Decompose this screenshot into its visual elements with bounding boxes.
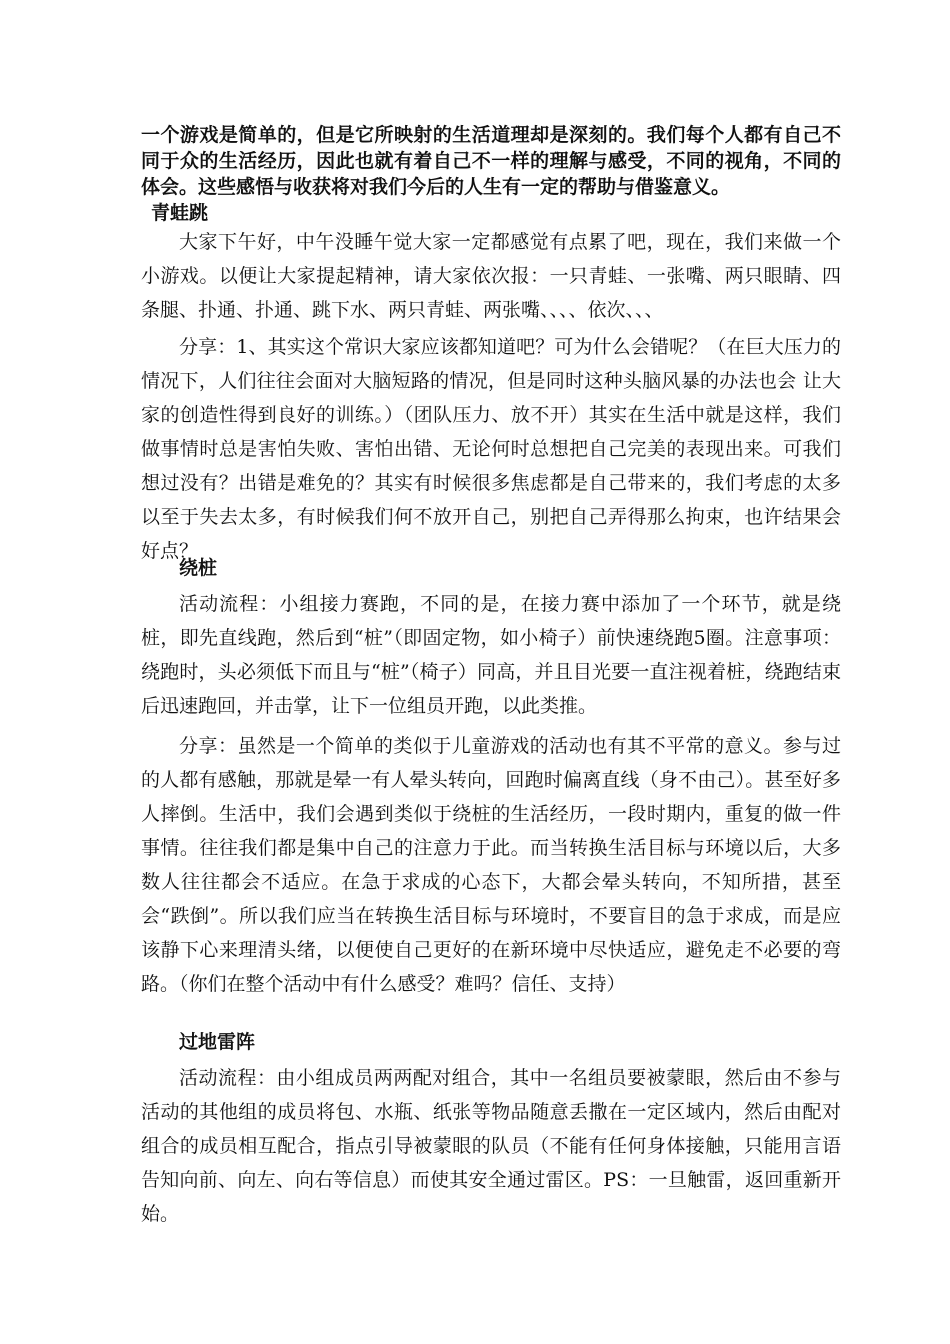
pile-circling-sharing: 分享：虽然是一个简单的类似于儿童游戏的活动也有其不平常的意义。参与过的人都有感触，那就是晕一有人晕头转向，回跑时偏离直线（身不由己）。甚至好多人摔倒。生活中，我们会遇到类似于绕桩的生活经历，一段时期内，重复的做一件事情。往往我们都是集中自己的注意力于此。而当转换生活目标与环境以后，大多数人往往都会不适应。在急于求成的心态下，大都会晕头转向，不知所措，甚至会“跌倒”。所以我们应当在转换生活目标与环境时，不要盲目的急于求成，而是应该静下心来理清头绪，以便使自己更好的在新环境中尽快适应，避免走不必要的弯路。（你们在整个活动中有什么感受？难吗？信任、支持） — [141, 735, 841, 995]
intro-paragraph: 一个游戏是简单的，但是它所映射的生活道理却是深刻的。我们每个人都有自己不同于众的生活经历，因此也就有着自己不一样的理解与感受，不同的视角，不同的体会。这些感悟与收获将对我们今后的人生有一定的帮助与借鉴意义。 — [141, 124, 841, 198]
section-title-frog-jump: 青蛙跳 — [151, 202, 209, 224]
section-title-minefield: 过地雷阵 — [179, 1031, 256, 1053]
minefield-process: 活动流程：由小组成员两两配对组合，其中一名组员要被蒙眼，然后由不参与活动的其他组的成员将包、水瓶、纸张等物品随意丢撒在一定区域内，然后由配对组合的成员相互配合，指点引导被蒙眼的队员（不能有任何身体接触，只能用言语告知向前、向左、向右等信息）而使其安全通过雷区。PS：一旦触雷，返回重新开始。 — [141, 1067, 841, 1225]
section-title-pile-circling: 绕桩 — [179, 557, 218, 579]
pile-circling-process: 活动流程：小组接力赛跑，不同的是，在接力赛中添加了一个环节，就是绕桩，即先直线跑，然后到“桩”（即固定物，如小椅子）前快速绕跑5圈。注意事项：绕跑时，头必须低下而且与“桩”（椅子）同高，并且目光要一直注视着桩，绕跑结束后迅速跑回，并击掌，让下一位组员开跑，以此类推。 — [141, 593, 841, 717]
frog-jump-instructions: 大家下午好，中午没睡午觉大家一定都感觉有点累了吧，现在，我们来做一个小游戏。以便让大家提起精神，请大家依次报：一只青蛙、一张嘴、两只眼睛、四条腿、扑通、扑通、跳下水、两只青蛙、两张嘴、、、、依次、、、 — [141, 231, 841, 321]
frog-jump-sharing: 分享：1、其实这个常识大家应该都知道吧？可为什么会错呢？（在巨大压力的情况下，人们往往会面对大脑短路的情况，但是同时这种头脑风暴的办法也会 让大家的创造性得到良好的训练。）（团队压力、放不开）其实在生活中就是这样，我们做事情时总是害怕失败、害怕出错、无论何时总想把自己完美的表现出来。可我们想过没有？出错是难免的？其实有时候很多焦虑都是自己带来的，我们考虑的太多以至于失去太多，有时候我们何不放开自己，别把自己弄得那么拘束，也许结果会好点？ — [141, 336, 841, 562]
